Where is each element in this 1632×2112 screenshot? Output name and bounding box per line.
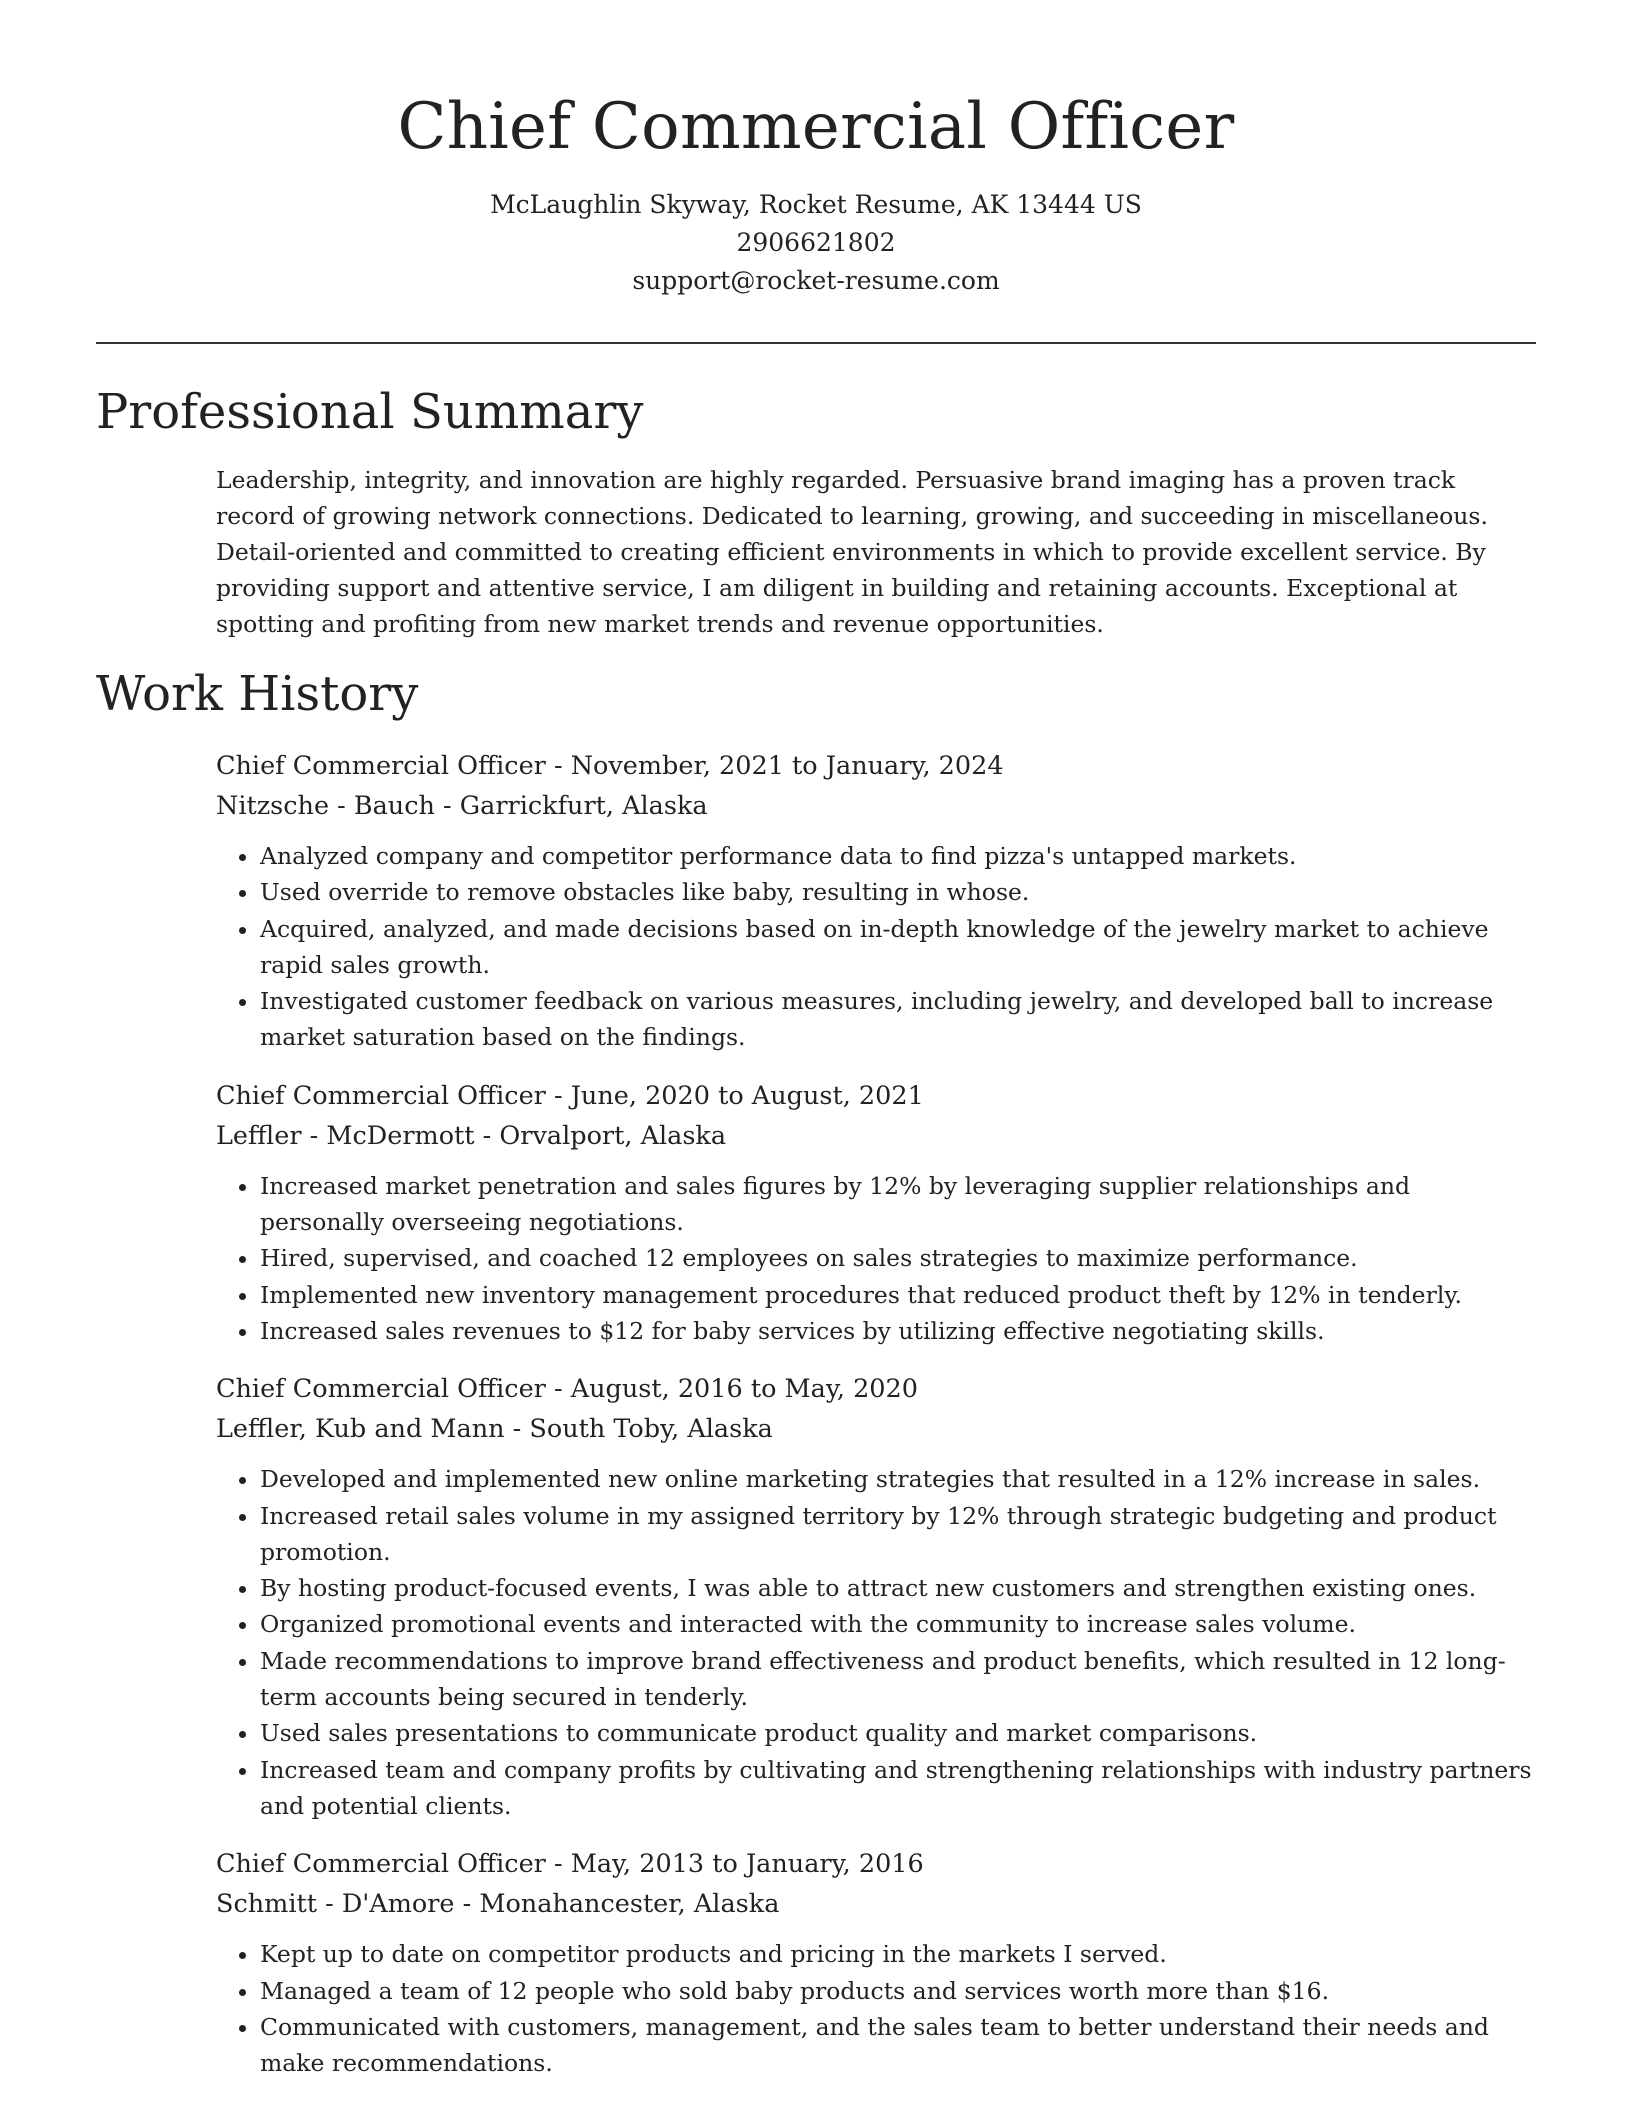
job-title: Chief Commercial Officer xyxy=(216,751,546,781)
header-divider xyxy=(96,342,1536,344)
job-dates: November, 2021 to January, 2024 xyxy=(570,751,1004,781)
job-company: Nitzsche - Bauch xyxy=(216,791,435,821)
work-history-heading: Work History xyxy=(96,666,419,722)
summary-heading: Professional Summary xyxy=(96,384,644,440)
job-dates: May, 2013 to January, 2016 xyxy=(570,1849,924,1880)
job-bullet: • Analyzed company and competitor performance data to find pizza's untapped markets. xyxy=(260,838,1536,874)
job-bullet: • Developed and implemented new online marketing strategies that resulted in a 12% increase in sales. xyxy=(260,1461,1536,1497)
job-entry xyxy=(216,1076,1536,1349)
job-bullets xyxy=(216,1936,1536,2081)
candidate-name: Chief Commercial Officer xyxy=(397,90,1235,164)
job-title: Chief Commercial Officer xyxy=(216,1849,546,1880)
resume-header xyxy=(0,0,1632,300)
job-title-line xyxy=(216,1076,1536,1116)
job-title: Chief Commercial Officer xyxy=(216,1374,546,1405)
job-bullet: • Used override to remove obstacles like baby, resulting in whose. xyxy=(260,874,1536,910)
job-dates: June, 2020 to August, 2021 xyxy=(570,1080,924,1111)
summary-text: Leadership, integrity, and innovation are highly regarded. Persuasive brand imaging has a proven track record of growing network connections. Dedicated to learning, growing, and succeeding in miscellaneous. Detail-oriented and committed to creating efficient environments in which to provide excellent service. By providing support and attentive service, I am diligent in building and retaining accounts. Exceptional at spotting and profiting from new market trends and revenue opportunities. xyxy=(216,466,1488,638)
job-bullet: • Organized promotional events and interacted with the community to increase sales volume. xyxy=(260,1606,1536,1642)
job-company-line xyxy=(216,786,1536,826)
job-location: Orvalport, Alaska xyxy=(499,1120,727,1151)
job-company-line xyxy=(216,1116,1536,1156)
job-company-line xyxy=(216,1884,1536,1924)
contact-email: support@rocket-resume.com xyxy=(632,266,1000,295)
job-bullets xyxy=(216,1461,1536,1824)
job-title-line xyxy=(216,1844,1536,1884)
job-entry xyxy=(216,1844,1536,2081)
job-bullet: • Acquired, analyzed, and made decisions based on in-depth knowledge of the jewelry market to achieve rapid sales growth. xyxy=(260,911,1536,984)
job-location: Garrickfurt, Alaska xyxy=(459,791,708,821)
job-bullet: • Used sales presentations to communicate product quality and market comparisons. xyxy=(260,1715,1536,1751)
contact-address: McLaughlin Skyway, Rocket Resume, AK 13444 US xyxy=(490,190,1142,219)
job-company: Schmitt - D'Amore xyxy=(216,1889,455,1920)
job-title: Chief Commercial Officer xyxy=(216,1080,546,1111)
job-company: Leffler, Kub and Mann xyxy=(216,1414,505,1445)
job-location: Monahancester, Alaska xyxy=(479,1889,780,1920)
job-bullets xyxy=(216,838,1536,1056)
separator: - xyxy=(454,1889,480,1920)
job-bullet: • Increased market penetration and sales figures by 12% by leveraging supplier relationships and personally overseeing negotiations. xyxy=(260,1168,1536,1241)
job-bullet: • Kept up to date on competitor products and pricing in the markets I served. xyxy=(260,1936,1536,1972)
work-history-list xyxy=(216,746,1536,2101)
separator: - xyxy=(504,1414,530,1445)
job-bullet: • Increased sales revenues to $12 for baby services by utilizing effective negotiating skills. xyxy=(260,1313,1536,1349)
job-company-line xyxy=(216,1409,1536,1449)
job-title-line xyxy=(216,1369,1536,1409)
job-bullet: • Managed a team of 12 people who sold baby products and services worth more than $16. xyxy=(260,1973,1536,2009)
separator: - xyxy=(545,1374,571,1405)
job-bullets xyxy=(216,1168,1536,1349)
separator: - xyxy=(545,1080,571,1111)
job-title-line xyxy=(216,746,1536,786)
job-bullet: • Implemented new inventory management procedures that reduced product theft by 12% in tenderly. xyxy=(260,1277,1536,1313)
separator: - xyxy=(545,1849,571,1880)
job-entry xyxy=(216,1369,1536,1824)
job-bullet: • Made recommendations to improve brand effectiveness and product benefits, which resulted in 12 long-term accounts being secured in tenderly. xyxy=(260,1643,1536,1716)
job-bullet: • By hosting product-focused events, I was able to attract new customers and strengthen existing ones. xyxy=(260,1570,1536,1606)
job-location: South Toby, Alaska xyxy=(529,1414,773,1445)
contact-phone: 2906621802 xyxy=(736,228,896,257)
job-company: Leffler - McDermott xyxy=(216,1120,475,1151)
job-bullet: • Communicated with customers, management, and the sales team to better understand their needs and make recommendations. xyxy=(260,2009,1536,2082)
job-bullet: • Investigated customer feedback on various measures, including jewelry, and developed ball to increase market saturation based on the findings. xyxy=(260,983,1536,1056)
separator: - xyxy=(545,751,571,781)
job-bullet: • Hired, supervised, and coached 12 employees on sales strategies to maximize performance. xyxy=(260,1240,1536,1276)
job-dates: August, 2016 to May, 2020 xyxy=(570,1374,918,1405)
job-bullet: • Increased retail sales volume in my assigned territory by 12% through strategic budgeting and product promotion. xyxy=(260,1498,1536,1571)
separator: - xyxy=(434,791,460,821)
job-entry xyxy=(216,746,1536,1056)
separator: - xyxy=(474,1120,500,1151)
job-bullet: • Increased team and company profits by cultivating and strengthening relationships with industry partners and potential clients. xyxy=(260,1752,1536,1825)
